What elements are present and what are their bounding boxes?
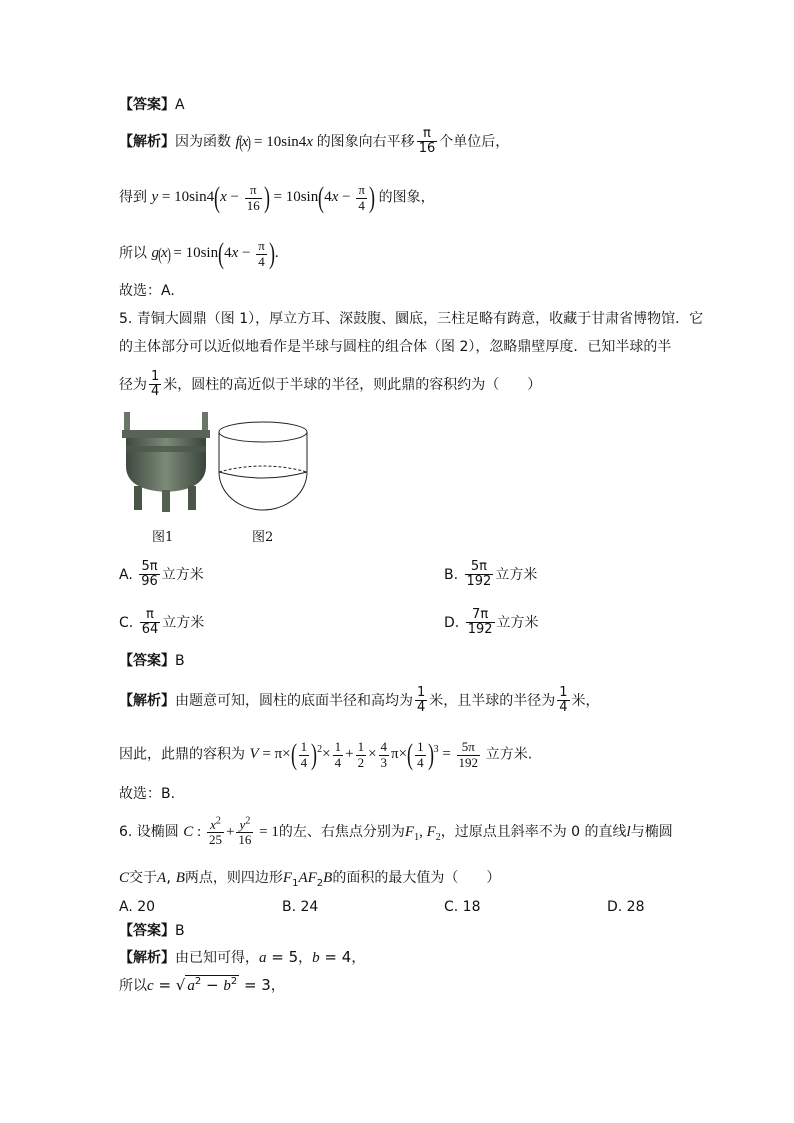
answer-label: 【答案】 xyxy=(119,97,175,113)
analysis-line-4c: 所以 g(x) = 10sin(4x − $\frac{\pi}{4}$ ). xyxy=(119,237,279,270)
math-volume: V = π×( $\frac{1}{4}$ )$^2$× $\frac{1}{4}$ + $\frac{1}{2}$ × $\frac{4}{3}$ π×( $\frac{1}{4}$ )$^3$ = $\frac{5\pi}{192}$ xyxy=(249,738,479,771)
answer-line-5: 【答案】B xyxy=(119,653,185,669)
question-5-line-3: 径为 $\frac{1}{4}$ 米，圆柱的高近似于半球的半径，则此鼎的容积约为（ ） xyxy=(119,369,542,400)
option-5b[interactable]: B. $\frac{5\pi}{192}$ 立方米 xyxy=(444,559,538,590)
analysis-line-5a: 【解析】由题意可知，圆柱的底面半径和高均为 $\frac{1}{4}$ 米，且半球的半径为 $\frac{1}{4}$ 米， xyxy=(119,685,600,716)
question-5-line-1: 5. 青铜大圆鼎（图 1），厚立方耳、深鼓腹、圜底，三柱足略有踌意，收藏于甘肃省博物馆．它 xyxy=(119,311,704,327)
option-6d[interactable]: D. 28 xyxy=(607,899,645,915)
answer-line-6: 【答案】B xyxy=(119,923,185,939)
option-5a[interactable]: A. $\frac{5\pi}{96}$ 立方米 xyxy=(119,559,204,590)
fraction-1-4: $\frac{1}{4}$ xyxy=(151,369,160,400)
select-line-5: 故选：B. xyxy=(119,786,176,802)
analysis-line-6b: 所以c = √ $a^2 - b^2 = 3$， xyxy=(119,976,285,994)
figure-1-caption: 图1 xyxy=(152,530,174,545)
fraction-pi-16: $\frac{\pi}{16}$ xyxy=(418,126,436,157)
answer-line-4 xyxy=(119,98,185,112)
math-fx: f(x) = 10sin4x xyxy=(235,132,313,153)
question-6-line-1: 6. 设椭圆 C : $\frac{x^2}{25}$ + $\frac{y^2}{16}$ = 1的左、右焦点分别为$F_1$, $F_2$，过原点且斜率不为 0 的直线l与椭圆 xyxy=(119,815,673,848)
analysis-line-6a: 【解析】由已知可得，a = 5，b = 4， xyxy=(119,948,366,966)
option-6c[interactable]: C. 18 xyxy=(444,899,481,915)
option-6b[interactable]: B. 24 xyxy=(282,899,319,915)
figure-2-caption: 图2 xyxy=(252,530,274,545)
analysis-line-5b: 因此，此鼎的容积为 V = π×( $\frac{1}{4}$ )$^2$× $\frac{1}{4}$ + $\frac{1}{2}$ × $\frac{4}{3}$ π×( $\frac{1}{4}$ )$^3$ = $\frac{5\pi}{192}$ 立方米. xyxy=(119,738,533,771)
analysis-line-4a: 【解析】因为函数 f(x) = 10sin4x 的图象向右平移 $\frac{\pi}{16}$ 个单位后， xyxy=(119,126,510,157)
option-5d[interactable]: D. $\frac{7\pi}{192}$ 立方米 xyxy=(444,607,539,638)
option-5c[interactable]: C. $\frac{\pi}{64}$ 立方米 xyxy=(119,607,205,638)
select-line-4: 故选：A. xyxy=(119,283,175,299)
math-gx: g(x) = 10sin(4x − $\frac{\pi}{4}$ ). xyxy=(151,237,279,270)
option-6a[interactable]: A. 20 xyxy=(119,899,156,915)
answer-value: A xyxy=(175,97,185,113)
math-shift: y = 10sin4(x − $\frac{\pi}{16}$ ) = 10sin(4x − $\frac{\pi}{4}$ ) xyxy=(151,181,375,214)
bronze-ding-image xyxy=(122,408,210,514)
question-5-line-2: 的主体部分可以近似地看作是半球与圆柱的组合体（图 2），忽略鼎壁厚度．已知半球的半 xyxy=(119,339,672,355)
cylinder-hemisphere-diagram xyxy=(217,420,309,514)
analysis-label: 【解析】 xyxy=(119,133,175,150)
analysis-line-4b: 得到 y = 10sin4(x − $\frac{\pi}{16}$ ) = 10sin(4x − $\frac{\pi}{4}$ ) 的图象， xyxy=(119,181,435,214)
question-6-line-2: C交于A, B两点，则四边形$F_1AF_2B$的面积的最大值为（ ） xyxy=(119,868,501,889)
